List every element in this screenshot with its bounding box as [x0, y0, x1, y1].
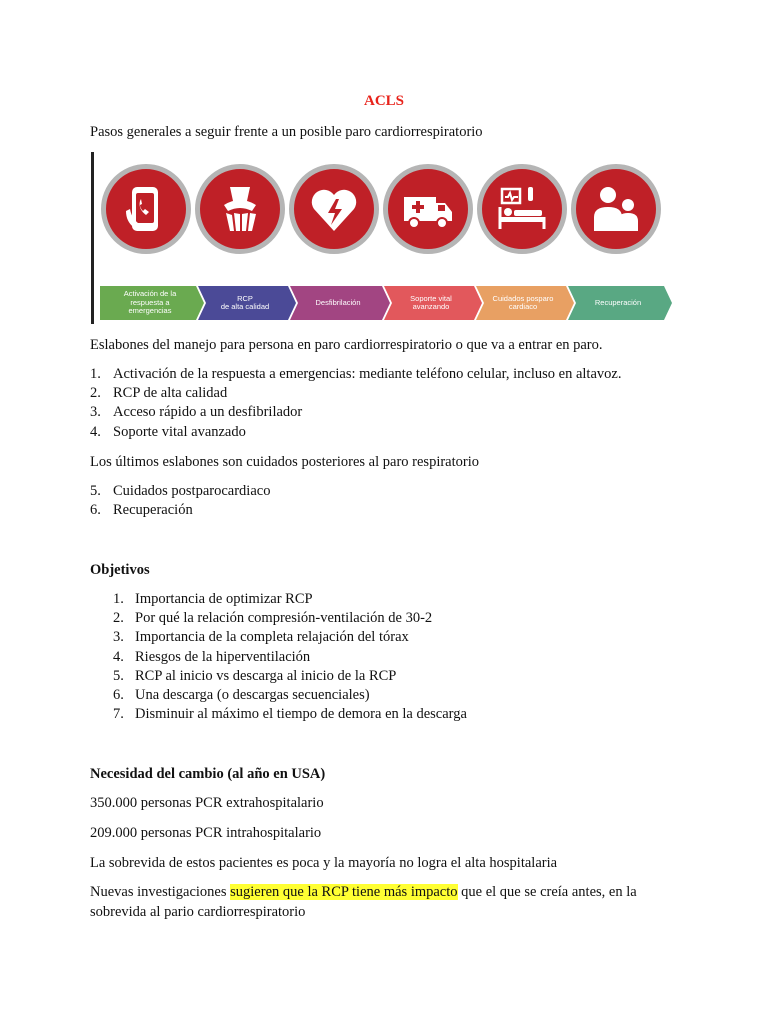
step-bar-1 — [100, 286, 204, 320]
step-bar-3 — [290, 286, 390, 320]
step-label-6: Recuperación — [594, 297, 642, 307]
step-label-2: RCP de alta calidad — [220, 293, 270, 311]
step-bar-2 — [198, 286, 296, 320]
research-highlight: sugieren que la RCP tiene más impacto — [230, 884, 458, 900]
document-page: ACLS Pasos generales a seguir frente a un posible paro cardiorrespiratorio Activación de la respuesta a emergencias RCP de alta calidad Desfibrilación Soporte vital avanzando Cuidados posparo cardiaco Recuperación Eslabones del manejo para persona en paro cardiorrespiratorio o que va a entrar en paro. 1. Activación de la respuesta a emergencias: mediante teléfono celular, incluso en altavoz. 2. RCP de alta calidad 3. Acceso rápido a un desfibrilador 4. Soporte vital avanzado Los últimos eslabones son cuidados posteriores al paro respiratorio 5. Cuidados postparocardiaco 6. Recuperación Objetivos 1. Importancia de optimizar RCP 2. Por qué la relación compresión-ventilación de 30-2 3. Importancia de la completa relajación del tórax 4. Riesgos de la hiperventilación 5. RCP al inicio vs descarga al inicio de la RCP 6. Una descarga (o descargas secuenciales) 7. Disminuir al máximo el tiempo de demora en la descarga Necesidad del cambio (al año en USA) 350.000 personas PCR extrahospitalario 209.000 personas PCR intrahospitalario La sobrevida de estos pacientes es poca y la mayoría no logra el alta hospitalaria Nuevas investigaciones sugieren que la RCP tiene más impacto que el que se creía antes, en la sobrevida al pario cardiorrespiratorio — [0, 0, 768, 1024]
intro-text: Pasos generales a seguir frente a un posible paro cardiorrespiratorio — [90, 124, 483, 140]
ambulance-icon — [383, 164, 473, 254]
hospital-bed-icon — [477, 164, 567, 254]
step-bar-4 — [384, 286, 482, 320]
step-label-1: Activación de la respuesta a emergencias — [123, 289, 177, 316]
need-heading: Necesidad del cambio (al año en USA) — [90, 766, 326, 782]
research-paragraph — [90, 883, 637, 901]
links-heading: Eslabones del manejo para persona en paro cardiorrespiratorio o que va a entrar en paro. — [90, 337, 603, 353]
phone-call-icon — [101, 164, 191, 254]
family-icon — [571, 164, 661, 254]
objectives-heading: Objetivos — [90, 562, 150, 578]
step-bar-6 — [568, 286, 672, 320]
research-line-2: sobrevida al pario cardiorrespiratorio — [90, 904, 306, 920]
document-title: ACLS — [363, 93, 404, 109]
step-bar-5 — [476, 286, 574, 320]
step-label-4: Soporte vital avanzando — [410, 293, 452, 311]
last-links-text: Los últimos eslabones son cuidados posteriores al paro respiratorio — [90, 454, 480, 470]
heart-shock-icon — [289, 164, 379, 254]
stat-intrahospital: 209.000 personas PCR intrahospitalario — [90, 825, 322, 841]
survival-text: La sobrevida de estos pacientes es poca y la mayoría no logra el alta hospitalaria — [90, 855, 558, 871]
research-text-after: que el que se creía antes, en la — [457, 884, 637, 900]
chain-of-survival-infographic — [91, 152, 678, 324]
research-text-before: Nuevas investigaciones — [90, 884, 231, 900]
stat-extrahospital: 350.000 personas PCR extrahospitalario — [90, 795, 324, 811]
infographic-left-rule — [91, 152, 94, 324]
step-label-5: Cuidados posparo cardiaco — [492, 293, 554, 311]
hands-cpr-icon — [195, 164, 285, 254]
step-label-3: Desfibrilación — [315, 297, 361, 307]
